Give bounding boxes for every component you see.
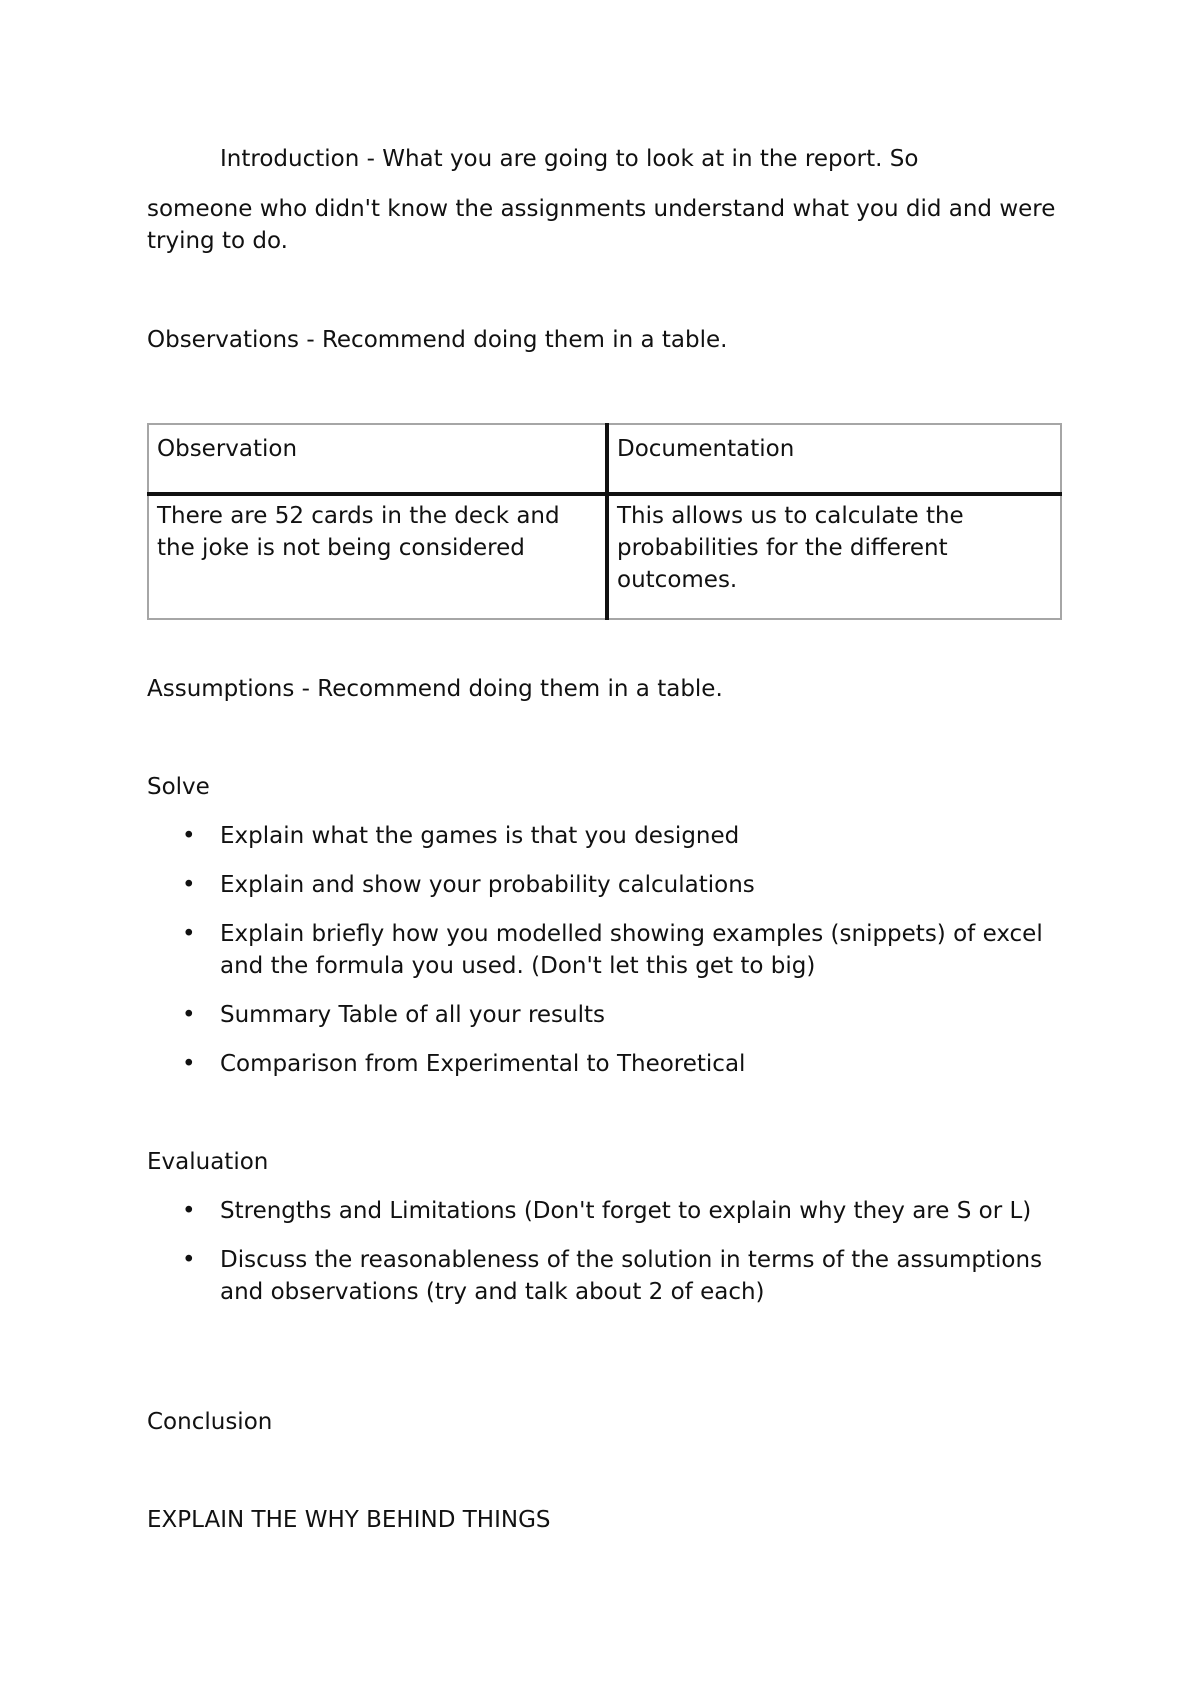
observations-heading: Observations - Recommend doing them in a table. (147, 327, 728, 353)
solve-heading: Solve (147, 774, 210, 800)
list-item-text: Discuss the reasonableness of the solution in terms of the assumptions and observations (try and talk about 2 of each) (220, 1247, 1043, 1305)
assumptions-heading: Assumptions - Recommend doing them in a table. (147, 676, 723, 702)
bullet-icon: • (182, 921, 196, 947)
bullet-icon: • (182, 823, 196, 849)
list-item (147, 1048, 1067, 1080)
table-header-observation: Observation (148, 424, 607, 494)
list-item (147, 1244, 1067, 1308)
conclusion-heading: Conclusion (147, 1409, 273, 1435)
evaluation-list (147, 1195, 1067, 1325)
list-item (147, 999, 1067, 1031)
list-item (147, 1195, 1067, 1227)
bullet-icon: • (182, 1002, 196, 1028)
list-item (147, 820, 1067, 852)
introduction-line-1: Introduction - What you are going to look at in the report. So (220, 146, 919, 172)
table-cell-observation: There are 52 cards in the deck and the joke is not being considered (148, 494, 607, 619)
table-row (148, 494, 1061, 619)
solve-list (147, 820, 1067, 1097)
introduction-line-2: someone who didn't know the assignments understand what you did and were trying to do. (147, 196, 1063, 254)
table-header-documentation: Documentation (607, 424, 1061, 494)
list-item-text: Strengths and Limitations (Don't forget to explain why they are S or L) (220, 1198, 1032, 1224)
bullet-icon: • (182, 1198, 196, 1224)
list-item-text: Explain and show your probability calculations (220, 872, 755, 898)
observations-table (147, 423, 1062, 620)
closing-note: EXPLAIN THE WHY BEHIND THINGS (147, 1507, 551, 1533)
evaluation-heading: Evaluation (147, 1149, 269, 1175)
list-item-text: Comparison from Experimental to Theoretical (220, 1051, 746, 1077)
bullet-icon: • (182, 1051, 196, 1077)
list-item (147, 869, 1067, 901)
bullet-icon: • (182, 1247, 196, 1273)
list-item-text: Explain what the games is that you designed (220, 823, 740, 849)
table-cell-documentation: This allows us to calculate the probabilities for the different outcomes. (607, 494, 1061, 619)
list-item (147, 918, 1067, 982)
table-header-row (148, 424, 1061, 494)
bullet-icon: • (182, 872, 196, 898)
list-item-text: Summary Table of all your results (220, 1002, 605, 1028)
list-item-text: Explain briefly how you modelled showing examples (snippets) of excel and the formula you used. (Don't let this get to big) (220, 921, 1043, 979)
